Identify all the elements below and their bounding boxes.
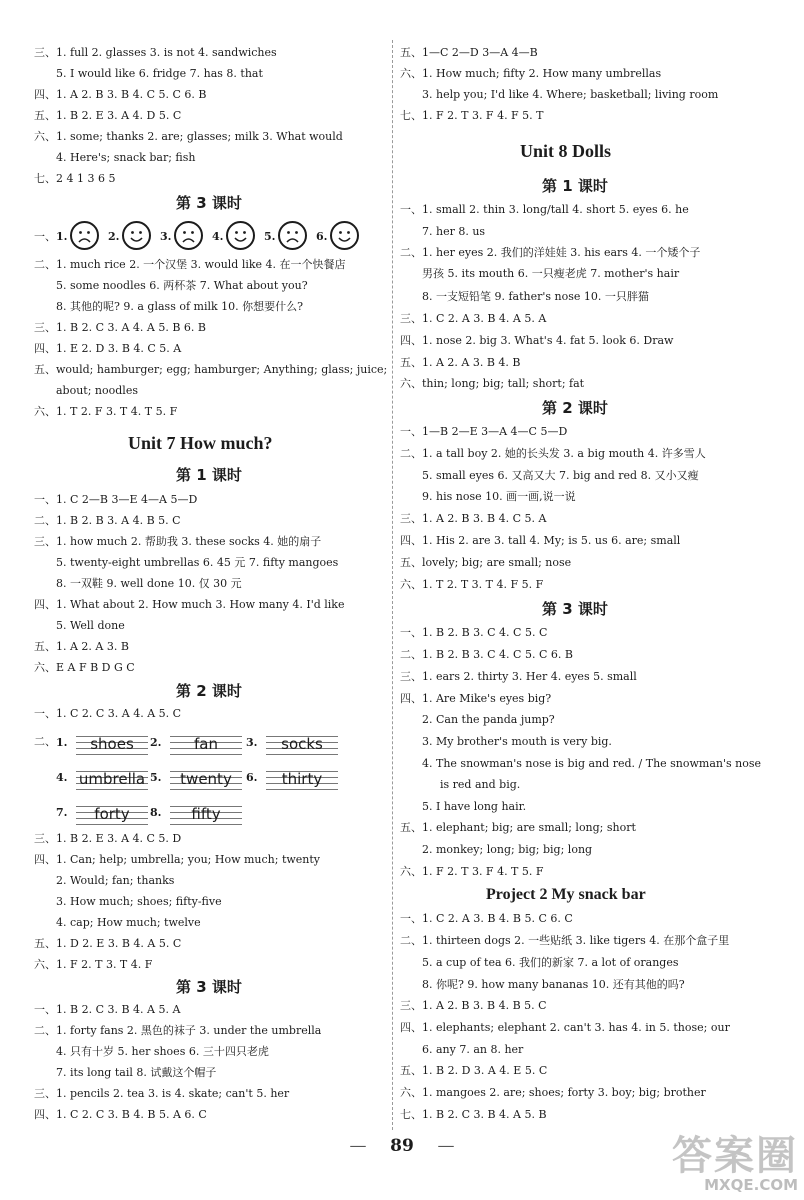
lesson-heading: 第 3 课时 bbox=[542, 600, 608, 618]
answer-line: 六、thin; long; big; tall; short; fat bbox=[400, 377, 585, 390]
watermark-brand: 答案圈 bbox=[672, 1133, 798, 1179]
watermark-url: MXQE.COM bbox=[704, 1176, 798, 1194]
answer-line: 五、1. D 2. E 3. B 4. A 5. C bbox=[34, 937, 182, 950]
answer-line: 4. 只有十岁 5. her shoes 6. 三十四只老虎 bbox=[56, 1045, 269, 1058]
lesson-heading: 第 3 课时 bbox=[176, 978, 242, 996]
answer-line: 五、1. elephant; big; are small; long; short bbox=[400, 821, 636, 834]
answer-line: 5. small eyes 6. 又高又大 7. big and red 8. 又小又瘦 bbox=[422, 469, 699, 482]
answer-line: 七、2 4 1 3 6 5 bbox=[34, 172, 116, 185]
happy-face-icon bbox=[330, 221, 359, 250]
answer-line: 一、1. C 2. A 3. B 4. B 5. C 6. C bbox=[400, 912, 573, 925]
answer-line: 三、1. how much 2. 帮助我 3. these socks 4. 她的扇子 bbox=[34, 535, 322, 548]
answer-line: 一、1. small 2. thin 3. long/tall 4. short 5. eyes 6. he bbox=[400, 203, 689, 216]
answer-line: 七、1. B 2. C 3. B 4. A 5. B bbox=[400, 1108, 547, 1121]
face-number: 5. bbox=[264, 230, 276, 243]
answer-line: 五、would; hamburger; egg; hamburger; Anything; glass; juice; bbox=[34, 363, 388, 376]
answer-line: 二、1. B 2. B 3. C 4. C 5. C 6. B bbox=[400, 648, 573, 661]
answer-line: 四、1. elephants; elephant 2. can't 3. has 4. in 5. those; our bbox=[400, 1021, 730, 1034]
word-writing-box bbox=[170, 801, 242, 825]
answer-line: 六、1. T 2. F 3. T 4. T 5. F bbox=[34, 405, 178, 418]
written-word: thirty bbox=[281, 770, 323, 788]
word-writing-box bbox=[76, 766, 148, 790]
face-number: 6. bbox=[316, 230, 328, 243]
written-word: fan bbox=[194, 735, 218, 753]
column-divider bbox=[392, 40, 394, 1130]
answer-line: 8. 你呢? 9. how many bananas 10. 还有其他的吗? bbox=[422, 978, 685, 991]
unit-title: Unit 8 Dolls bbox=[520, 141, 612, 161]
answer-line: 二、1. thirteen dogs 2. 一些贴纸 3. like tigers 4. 在那个盒子里 bbox=[400, 934, 730, 947]
word-writing-box bbox=[266, 731, 338, 755]
answer-line: 六、E A F B D G C bbox=[34, 661, 135, 674]
answer-line: 一、1. B 2. C 3. B 4. A 5. A bbox=[34, 1003, 181, 1016]
answer-line: 五、1—C 2—D 3—A 4—B bbox=[400, 46, 538, 59]
word-number: 8. bbox=[150, 806, 162, 819]
word-writing-box bbox=[76, 801, 148, 825]
answer-line: 一、1—B 2—E 3—A 4—C 5—D bbox=[400, 425, 568, 438]
answer-line: 三、1. pencils 2. tea 3. is 4. skate; can't 5. her bbox=[34, 1087, 290, 1100]
lesson-heading: 第 1 课时 bbox=[542, 177, 608, 195]
answer-line: 2. Can the panda jump? bbox=[422, 713, 555, 726]
answer-line: 六、1. mangoes 2. are; shoes; forty 3. boy; big; brother bbox=[400, 1086, 706, 1099]
word-writing-box bbox=[76, 731, 148, 755]
answer-line: 8. 一双鞋 9. well done 10. 仅 30 元 bbox=[56, 577, 242, 590]
word-number: 5. bbox=[150, 771, 162, 784]
word-writing-box bbox=[170, 731, 242, 755]
answer-line: 二、1. a tall boy 2. 她的长头发 3. a big mouth 4. 许多雪人 bbox=[400, 447, 706, 460]
word-writing-box bbox=[170, 766, 242, 790]
answer-line: 五、1. A 2. A 3. B bbox=[34, 640, 129, 653]
answer-line: 二、1. her eyes 2. 我们的洋娃娃 3. his ears 4. 一个矮个子 bbox=[400, 246, 701, 259]
answer-line: 七、1. F 2. T 3. F 4. F 5. T bbox=[400, 109, 544, 122]
section-prefix: 二、 bbox=[34, 735, 56, 748]
answer-line: 4. The snowman's nose is big and red. / The snowman's nose bbox=[422, 757, 762, 770]
answer-line: 六、1. F 2. T 3. T 4. F bbox=[34, 958, 153, 971]
answer-line: 四、1. Can; help; umbrella; you; How much; twenty bbox=[34, 853, 321, 866]
answer-line: 三、1. full 2. glasses 3. is not 4. sandwiches bbox=[34, 46, 277, 59]
word-number: 1. bbox=[56, 736, 68, 749]
lesson-heading: 第 2 课时 bbox=[542, 399, 608, 417]
page-number-value: 89 bbox=[390, 1136, 414, 1156]
answer-line: 五、1. B 2. E 3. A 4. D 5. C bbox=[34, 109, 182, 122]
page-number: — 89 — bbox=[349, 1136, 455, 1156]
answer-line: 3. How much; shoes; fifty-five bbox=[56, 895, 222, 908]
word-number: 6. bbox=[246, 771, 258, 784]
written-word: fifty bbox=[191, 805, 221, 823]
answer-line: 5. Well done bbox=[56, 619, 125, 632]
answer-line: 5. a cup of tea 6. 我们的新家 7. a lot of oranges bbox=[422, 956, 679, 969]
answer-line: 五、1. A 2. A 3. B 4. B bbox=[400, 356, 521, 369]
sad-face-icon bbox=[174, 221, 203, 250]
answer-line: 三、1. A 2. B 3. B 4. B 5. C bbox=[400, 999, 547, 1012]
answer-line: 2. monkey; long; big; big; long bbox=[422, 843, 593, 856]
written-word: twenty bbox=[180, 770, 232, 788]
answer-line: 四、1. A 2. B 3. B 4. C 5. C 6. B bbox=[34, 88, 207, 101]
lesson-heading: 第 2 课时 bbox=[176, 682, 242, 700]
section-prefix: 一、 bbox=[34, 230, 56, 243]
answer-line: 三、1. C 2. A 3. B 4. A 5. A bbox=[400, 312, 547, 325]
answer-line: 3. help you; I'd like 4. Where; basketball; living room bbox=[422, 88, 719, 101]
answer-line: 4. Here's; snack bar; fish bbox=[56, 151, 196, 164]
answer-line: 8. 其他的呢? 9. a glass of milk 10. 你想要什么? bbox=[56, 300, 304, 313]
project-title: Project 2 My snack bar bbox=[486, 886, 646, 903]
answer-line: 一、1. C 2—B 3—E 4—A 5—D bbox=[34, 493, 198, 506]
word-number: 3. bbox=[246, 736, 258, 749]
answer-line: 二、1. forty fans 2. 黑色的袜子 3. under the umbrella bbox=[34, 1024, 322, 1037]
written-word: shoes bbox=[90, 735, 134, 753]
answer-line: 四、1. What about 2. How much 3. How many 4. I'd like bbox=[34, 598, 345, 611]
sad-face-icon bbox=[278, 221, 307, 250]
answer-line: 四、1. C 2. C 3. B 4. B 5. A 6. C bbox=[34, 1108, 207, 1121]
answer-line: 三、1. ears 2. thirty 3. Her 4. eyes 5. small bbox=[400, 670, 637, 683]
happy-face-icon bbox=[226, 221, 255, 250]
answer-line: 六、1. F 2. T 3. F 4. T 5. F bbox=[400, 865, 544, 878]
word-number: 4. bbox=[56, 771, 68, 784]
answer-line: about; noodles bbox=[56, 384, 138, 397]
word-number: 2. bbox=[150, 736, 162, 749]
answer-line: 6. any 7. an 8. her bbox=[422, 1043, 524, 1056]
face-number: 3. bbox=[160, 230, 172, 243]
written-word: forty bbox=[94, 805, 130, 823]
answer-line: 五、lovely; big; are small; nose bbox=[400, 556, 572, 569]
answer-line: 四、1. nose 2. big 3. What's 4. fat 5. look 6. Draw bbox=[400, 334, 674, 347]
answer-line: 9. his nose 10. 画一画,说一说 bbox=[422, 490, 576, 503]
answer-line: 5. I would like 6. fridge 7. has 8. that bbox=[56, 67, 263, 80]
answer-line: 六、1. some; thanks 2. are; glasses; milk 3. What would bbox=[34, 130, 343, 143]
answer-line: 5. I have long hair. bbox=[422, 800, 527, 813]
answer-line: 四、1. E 2. D 3. B 4. C 5. A bbox=[34, 342, 182, 355]
answer-line: 六、1. How much; fifty 2. How many umbrellas bbox=[400, 67, 662, 80]
word-number: 7. bbox=[56, 806, 68, 819]
answer-line: 一、1. B 2. B 3. C 4. C 5. C bbox=[400, 626, 548, 639]
answer-line: 二、1. B 2. B 3. A 4. B 5. C bbox=[34, 514, 181, 527]
written-word: umbrella bbox=[78, 770, 146, 788]
answer-line: is red and big. bbox=[440, 778, 521, 791]
answer-line: 7. her 8. us bbox=[422, 225, 486, 238]
watermark bbox=[672, 1133, 798, 1194]
answer-line: 三、1. A 2. B 3. B 4. C 5. A bbox=[400, 512, 547, 525]
face-number: 1. bbox=[56, 230, 68, 243]
answer-line: 2. Would; fan; thanks bbox=[56, 874, 175, 887]
answer-line: 4. cap; How much; twelve bbox=[56, 916, 201, 929]
written-word: socks bbox=[281, 735, 323, 753]
answer-line: 三、1. B 2. E 3. A 4. C 5. D bbox=[34, 832, 182, 845]
word-writing-box bbox=[266, 766, 338, 790]
answer-line: 二、1. much rice 2. 一个汉堡 3. would like 4. 在一个快餐店 bbox=[34, 258, 346, 271]
lesson-heading: 第 1 课时 bbox=[176, 466, 242, 484]
answer-line: 5. twenty-eight umbrellas 6. 45 元 7. fifty mangoes bbox=[56, 556, 339, 569]
face-number: 2. bbox=[108, 230, 120, 243]
answer-line: 3. My brother's mouth is very big. bbox=[422, 735, 612, 748]
sad-face-icon bbox=[70, 221, 99, 250]
answer-line: 8. 一支短铅笔 9. father's nose 10. 一只胖猫 bbox=[422, 290, 649, 303]
answer-line: 男孩 5. its mouth 6. 一只瘦老虎 7. mother's hair bbox=[422, 267, 680, 280]
answer-line: 5. some noodles 6. 两杯茶 7. What about you? bbox=[56, 279, 308, 292]
lesson-heading: 第 3 课时 bbox=[176, 194, 242, 212]
unit-title: Unit 7 How much? bbox=[128, 433, 273, 453]
answer-line: 五、1. B 2. D 3. A 4. E 5. C bbox=[400, 1064, 548, 1077]
answer-line: 四、1. Are Mike's eyes big? bbox=[400, 692, 552, 705]
answer-line: 7. its long tail 8. 试戴这个帽子 bbox=[56, 1066, 217, 1079]
answer-line: 六、1. T 2. T 3. T 4. F 5. F bbox=[400, 578, 544, 591]
answer-line: 一、1. C 2. C 3. A 4. A 5. C bbox=[34, 707, 182, 720]
face-number: 4. bbox=[212, 230, 224, 243]
answer-line: 三、1. B 2. C 3. A 4. A 5. B 6. B bbox=[34, 321, 206, 334]
happy-face-icon bbox=[122, 221, 151, 250]
answer-line: 四、1. His 2. are 3. tall 4. My; is 5. us 6. are; small bbox=[400, 534, 681, 547]
